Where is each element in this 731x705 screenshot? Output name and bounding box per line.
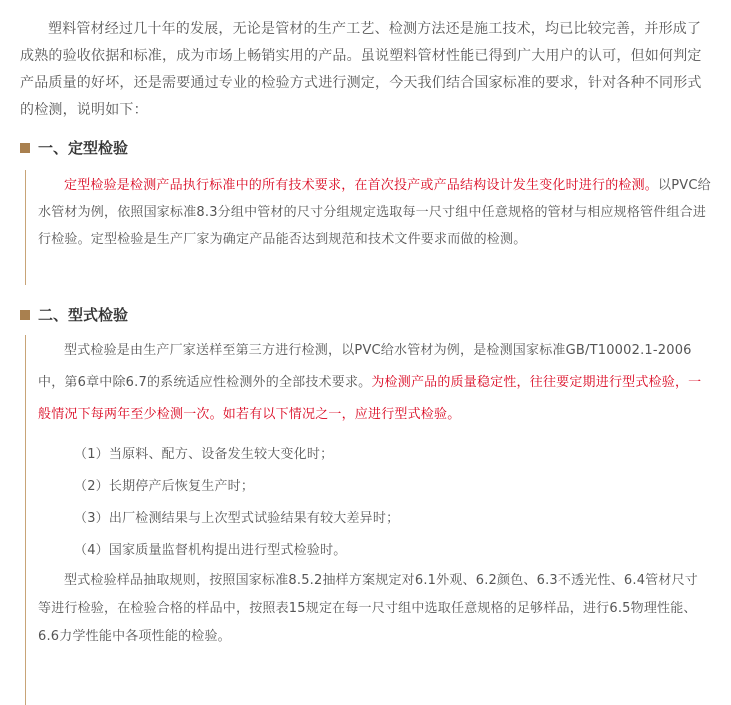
list-item: （3）出厂检测结果与上次型式试验结果有较大差异时； bbox=[74, 511, 400, 526]
section2-heading bbox=[20, 303, 128, 327]
section2-body bbox=[25, 335, 711, 705]
section2-normal-text: 型式检验是由生产厂家送样至第三方进行检测，以PVC给水管材为例，是检测国家标准GB/T10002.1-2006中，第6章中除6.7的系统适应性检测外的全部技术要求。 bbox=[38, 343, 692, 390]
square-bullet-icon bbox=[20, 143, 30, 153]
section1-red-text: 定型检验是检测产品执行标准中的所有技术要求，在首次投产或产品结构设计发生变化时进行的检测。 bbox=[64, 178, 659, 193]
list-item: （4）国家质量监督机构提出进行型式检验时。 bbox=[74, 543, 347, 558]
section2-title: 二、型式检验 bbox=[38, 306, 129, 324]
sampling-paragraph: 型式检验样品抽取规则，按照国家标准8.5.2抽样方案规定对6.1外观、6.2颜色、6.3不透光性、6.4管材尺寸等进行检验，在检验合格的样品中，按照表15规定在每一尺寸组中选取任意规格的足够样品，进行6.5物理性能、6.6力学性能中各项性能的检验。 bbox=[38, 573, 698, 644]
section2-paragraph bbox=[26, 335, 711, 431]
list-item: （2）长期停产后恢复生产时； bbox=[74, 479, 255, 494]
list-item: （1）当原料、配方、设备发生较大变化时； bbox=[74, 447, 334, 462]
section1-title: 一、定型检验 bbox=[38, 139, 129, 157]
section1-paragraph bbox=[26, 170, 711, 253]
section1-normal-text: 以PVC给水管材为例，依照国家标准8.3分组中管材的尺寸分组规定选取每一尺寸组中任意规格的管材与相应规格管件组合进行检验。定型检验是生产厂家为确定产品能否达到规范和技术文件要求而做的检测。 bbox=[38, 178, 711, 247]
section1-body bbox=[25, 170, 711, 285]
section2-red-text: 为检测产品的质量稳定性，往往要定期进行型式检验，一般情况下每两年至少检测一次。如若有以下情况之一，应进行型式检验。 bbox=[38, 375, 702, 422]
section1-heading bbox=[20, 136, 128, 160]
intro-paragraph: 塑料管材经过几十年的发展，无论是管材的生产工艺、检测方法还是施工技术，均已比较完善，并形成了成熟的验收依据和标准，成为市场上畅销实用的产品。虽说塑料管材性能已得到广大用户的认可，但如何判定产品质量的好坏，还是需要通过专业的检验方式进行测定，今天我们结合国家标准的要求，针对各种不同形式的检测，说明如下： bbox=[20, 21, 702, 118]
square-bullet-icon bbox=[20, 310, 30, 320]
